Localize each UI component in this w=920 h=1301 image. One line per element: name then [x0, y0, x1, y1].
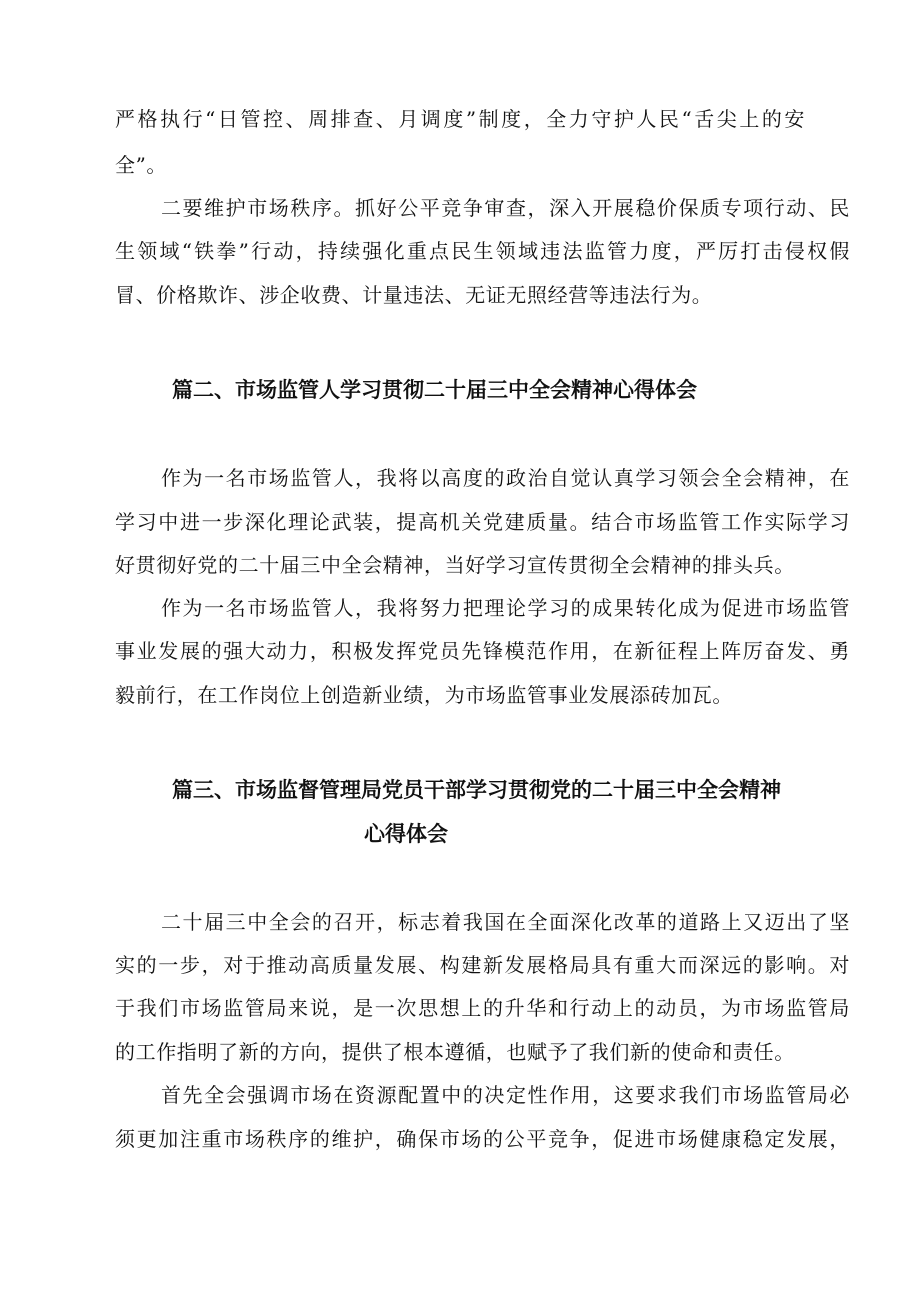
paragraph-line: 生领域“铁拳”行动，持续强化重点民生领域违法监管力度，严厉打击侵权假 [115, 239, 850, 263]
paragraph-line: 全”。 [115, 153, 168, 177]
paragraph-line: 作为一名市场监管人，我将努力把理论学习的成果转化成为促进市场监管 [161, 596, 850, 620]
section-heading: 篇二、市场监管人学习贯彻二十届三中全会精神心得体会 [172, 378, 697, 402]
paragraph-line: 于我们市场监管局来说，是一次思想上的升华和行动上的动员，为市场监管局 [115, 996, 850, 1020]
paragraph-line: 学习中进一步深化理论武装，提高机关党建质量。结合市场监管工作实际学习 [115, 510, 850, 534]
paragraph-line: 冒、价格欺诈、涉企收费、计量违法、无证无照经营等违法行为。 [115, 283, 713, 307]
paragraph-line: 作为一名市场监管人，我将以高度的政治自觉认真学习领会全会精神，在 [161, 466, 850, 490]
paragraph-line: 事业发展的强大动力，积极发挥党员先锋模范作用，在新征程上阵厉奋发、勇 [115, 639, 850, 663]
paragraph-line: 好贯彻好党的二十届三中全会精神，当好学习宣传贯彻全会精神的排头兵。 [115, 553, 795, 577]
section-heading: 篇三、市场监督管理局党员干部学习贯彻党的二十届三中全会精神 [172, 778, 781, 802]
paragraph-line: 二十届三中全会的召开，标志着我国在全面深化改革的道路上又迈出了坚 [161, 910, 850, 934]
section-heading-continued: 心得体会 [364, 822, 448, 846]
paragraph-line: 首先全会强调市场在资源配置中的决定性作用，这要求我们市场监管局必 [161, 1083, 850, 1107]
paragraph-line: 毅前行，在工作岗位上创造新业绩，为市场监管事业发展添砖加瓦。 [115, 683, 733, 707]
paragraph-line: 实的一步，对于推动高质量发展、构建新发展格局具有重大而深远的影响。对 [115, 953, 850, 977]
paragraph-line: 的工作指明了新的方向，提供了根本遵循，也赋予了我们新的使命和责任。 [115, 1040, 795, 1064]
paragraph-line: 严格执行“日管控、周排查、月调度”制度，全力守护人民“舌尖上的安 [115, 107, 805, 131]
paragraph-line: 须更加注重市场秩序的维护，确保市场的公平竞争，促进市场健康稳定发展， [115, 1127, 850, 1151]
paragraph-line: 二要维护市场秩序。抓好公平竞争审查，深入开展稳价保质专项行动、民 [161, 196, 850, 220]
